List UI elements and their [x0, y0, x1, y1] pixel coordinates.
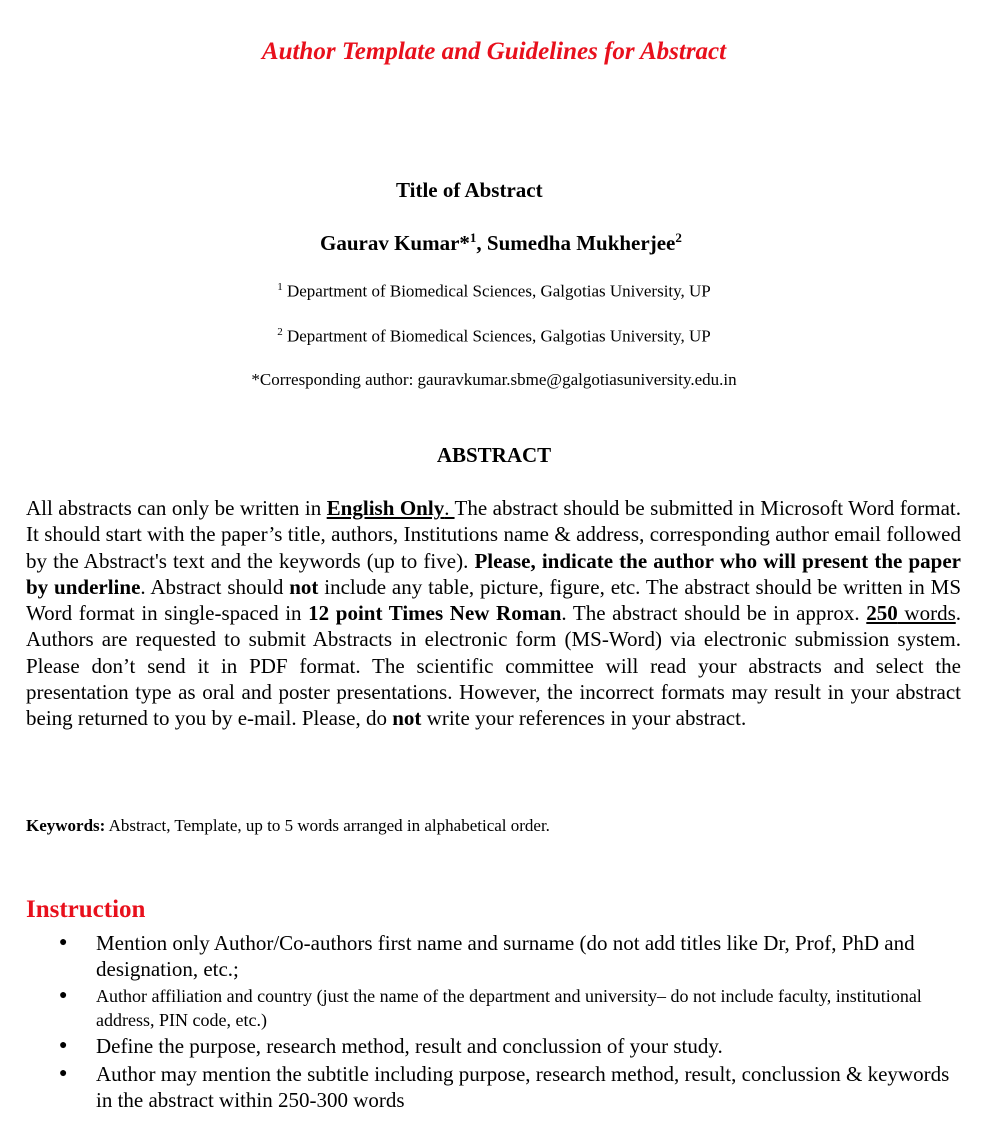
abstract-text-segment: . Abstract should	[140, 574, 290, 599]
abstract-text-segment: Please, indicate the author who will present the paper by underline	[26, 548, 961, 599]
affiliation-text: Department of Biomedical Sciences, Galgotias University, UP	[282, 281, 711, 301]
affiliation-superscript: 2	[277, 326, 283, 338]
author-line	[320, 230, 682, 256]
bullet-icon: ●	[59, 935, 68, 950]
instruction-text: Define the purpose, research method, result and conclussion of your study.	[96, 1034, 723, 1058]
author-separator: ,	[476, 231, 487, 255]
abstract-text-segment: not	[392, 706, 422, 731]
instruction-item	[56, 1061, 961, 1113]
abstract-text-segment: .	[444, 496, 455, 520]
abstract-text-segment: write your references in your abstract.	[421, 706, 747, 731]
keywords-line	[26, 816, 550, 836]
keywords-text: Abstract, Template, up to 5 words arranged in alphabetical order.	[105, 816, 550, 835]
author-name: Sumedha Mukherjee	[486, 231, 676, 255]
instruction-item	[56, 984, 961, 1032]
instruction-heading: Instruction	[26, 896, 146, 923]
instruction-list	[56, 930, 961, 1113]
instruction-text: Author affiliation and country (just the name of the department and university– do not include faculty, institutional address, PIN code, etc.)	[96, 986, 922, 1030]
abstract-body	[26, 495, 961, 732]
abstract-text-segment: The abstract should be submitted in Microsoft Word format. It should start with the paper’s title, authors, Institutions name & address, corresponding author email followed by the Abstract's text and the keywords (up to five).	[26, 496, 961, 573]
abstract-text-segment: . Authors are requested to submit Abstracts in electronic form (MS-Word) via electronic submission system. Please don’t send it in PDF format. The scientific committee will read your abstracts and select the presentation type as oral and poster presentations. However, the incorrect formats may result in your abstract being returned to you by e-mail. Please, do	[26, 601, 961, 731]
abstract-text-segment: English Only	[326, 496, 445, 520]
bullet-icon: ●	[59, 1066, 68, 1081]
bullet-icon: ●	[59, 1038, 68, 1053]
abstract-heading: ABSTRACT	[436, 443, 552, 467]
bullet-icon: ●	[59, 988, 68, 1003]
affiliation-1	[0, 281, 988, 302]
affiliation-2	[0, 326, 988, 347]
affiliation-superscript: 1	[277, 281, 283, 293]
abstract-text-segment: words	[897, 601, 956, 626]
keywords-label: Keywords:	[26, 816, 106, 835]
abstract-text-segment: . The abstract should be in approx.	[561, 601, 867, 626]
document-heading: Author Template and Guidelines for Abstract	[261, 38, 727, 65]
instruction-text: Mention only Author/Co-authors first name and surname (do not add titles like Dr, Prof, PhD and designation, etc.;	[96, 931, 915, 981]
author-name: Gaurav Kumar*	[320, 231, 470, 255]
instruction-item	[56, 930, 961, 982]
abstract-text-segment: include any table, picture, figure, etc. The abstract should be written in MS Word format in single-spaced in	[26, 574, 961, 626]
instruction-item	[56, 1033, 961, 1059]
affiliation-text: Department of Biomedical Sciences, Galgotias University, UP	[282, 326, 711, 346]
abstract-text-segment: not	[289, 574, 319, 599]
paper-title: Title of Abstract	[396, 178, 543, 202]
author-superscript: 1	[469, 230, 477, 245]
abstract-text-segment: All abstracts can only be written in	[26, 496, 327, 520]
abstract-text-segment: 250	[866, 601, 898, 626]
corresponding-author: *Corresponding author: gauravkumar.sbme@galgotiasuniversity.edu.in	[251, 370, 737, 389]
abstract-text-segment: 12 point Times New Roman	[308, 601, 562, 626]
instruction-text: Author may mention the subtitle including purpose, research method, result, conclussion & keywords in the abstract within 250-300 words	[96, 1062, 950, 1112]
author-superscript: 2	[675, 230, 682, 245]
